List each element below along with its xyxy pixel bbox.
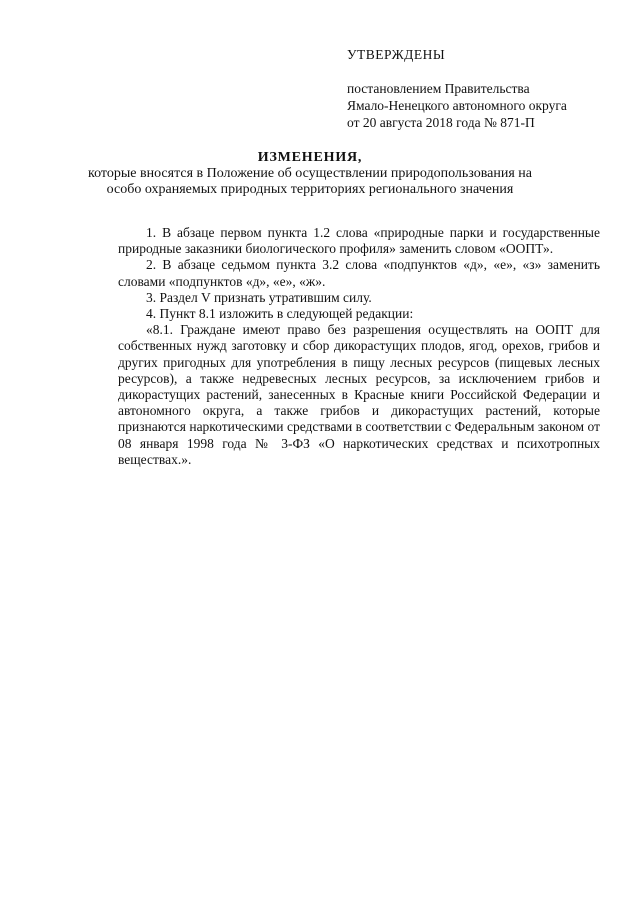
paragraph-3: 3. Раздел V признать утратившим силу.: [146, 289, 372, 305]
approval-stamp: [347, 46, 617, 131]
approval-title: УТВЕРЖДЕНЫ: [347, 47, 446, 62]
paragraph-1: 1. В абзаце первом пункта 1.2 слова «природные парки и государственные природные заказники биологического профиля» заменить словом «ООПТ».: [118, 225, 600, 257]
paragraph-5: «8.1. Граждане имеют право без разрешения осуществлять на ООПТ для собственных нужд заготовку и сбор дикорастущих плодов, ягод, орехов, грибов и других пригодных для употребления в пищу лесных ресурсов (пищевых лесных ресурсов), а также недревесных лесных ресурсов, за исключением грибов и дикорастущих растений, занесенных в Красные книги Российской Федерации и автономного округа, а также грибов и дикорастущих растений, которые признаются наркотическими средствами в соответствии с Федеральным законом от 08 января 1998 года № 3-ФЗ «О наркотических средствах и психотропных веществах.».: [118, 322, 600, 467]
approval-line-2: Ямало-Ненецкого автономного округа: [347, 98, 567, 113]
document-heading: ИЗМЕНЕНИЯ,: [257, 150, 363, 165]
document-body: [118, 225, 600, 468]
document-subtitle-line-1: которые вносятся в Положение об осуществлении природопользования на: [88, 166, 532, 181]
paragraph-4: 4. Пункт 8.1 изложить в следующей редакции:: [146, 306, 414, 322]
approval-line-3: от 20 августа 2018 года № 871-П: [347, 115, 535, 130]
document-subtitle-line-2: особо охраняемых природных территориях регионального значения: [106, 182, 514, 197]
approval-line-1: постановлением Правительства: [347, 81, 530, 96]
document-title-block: [60, 150, 560, 198]
paragraph-2: 2. В абзаце седьмом пункта 3.2 слова «подпунктов «д», «е», «з» заменить словами «подпунктов «д», «е», «ж».: [118, 257, 600, 289]
